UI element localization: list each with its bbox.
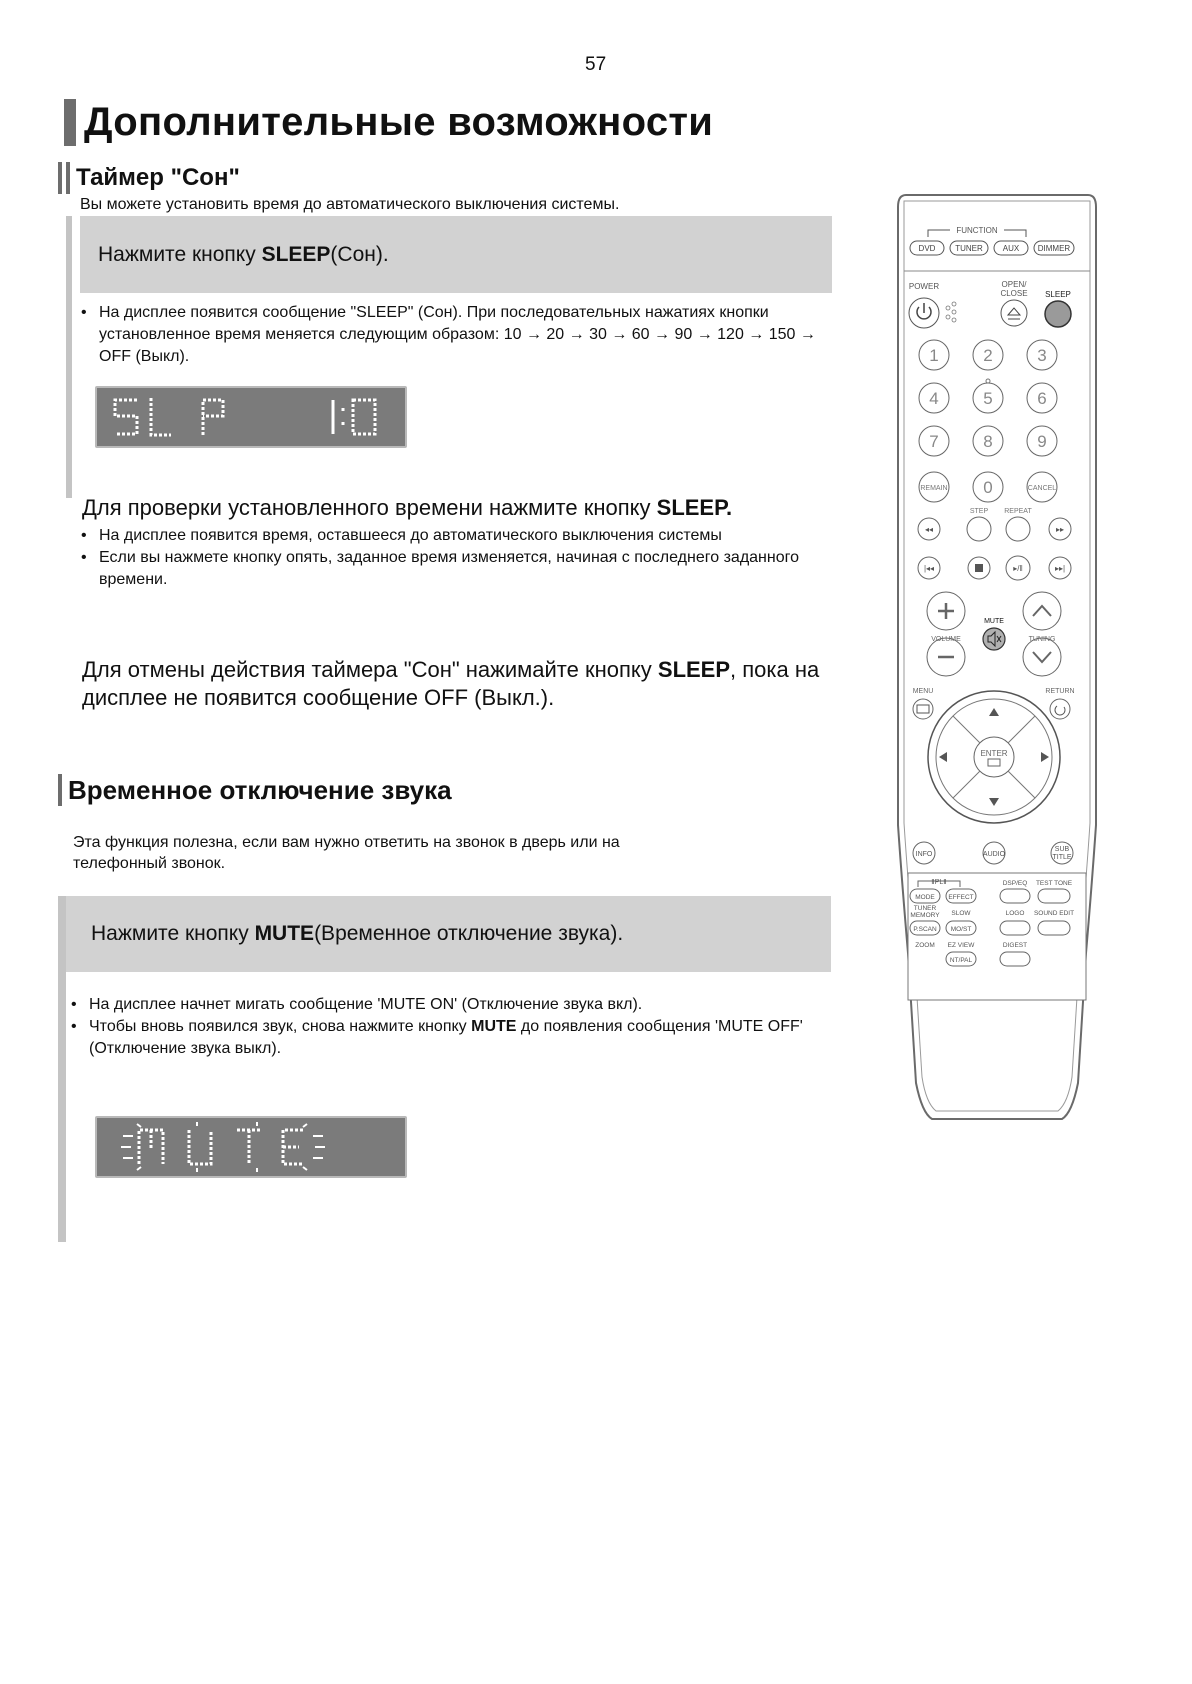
remote-digit-label: 8 xyxy=(983,432,993,451)
sleep-lcd-segments xyxy=(97,388,405,446)
mute-lcd-display xyxy=(95,1116,407,1178)
heading-bars-decoration xyxy=(58,162,70,194)
sleep-check-bullets xyxy=(80,525,820,591)
sleep-check-prefix: Для проверки установленного времени нажмите кнопку xyxy=(82,495,657,520)
remote-logo-button[interactable] xyxy=(1000,921,1030,935)
remote-tuner-memory-label: TUNER xyxy=(913,905,937,912)
remote-tuning-down-button[interactable] xyxy=(1023,638,1061,676)
sleep-instruction-key: SLEEP xyxy=(261,242,331,266)
remote-most-label: MO/ST xyxy=(950,926,972,933)
remote-sleep-button[interactable] xyxy=(1045,301,1071,327)
remote-remain-label: REMAIN xyxy=(920,485,948,492)
rewind-icon: ◂◂ xyxy=(924,525,934,534)
remote-effect-label: EFFECT xyxy=(948,894,974,901)
mute-instruction-key: MUTE xyxy=(254,922,315,945)
remote-open-label: OPEN/ xyxy=(1001,280,1027,289)
remote-sound-edit-button[interactable] xyxy=(1038,921,1070,935)
next-icon: ▸▸| xyxy=(1054,564,1066,573)
sleep-cancel-text xyxy=(82,656,822,712)
remote-repeat-button[interactable] xyxy=(1006,517,1030,541)
remote-sleep-label: SLEEP xyxy=(1045,290,1071,299)
remote-info-label: INFO xyxy=(915,851,933,858)
remote-digit-label: 3 xyxy=(1037,346,1047,365)
remote-audio-label: AUDIO xyxy=(982,851,1006,858)
mute-bullets xyxy=(70,994,830,1060)
remote-dspeq-button[interactable] xyxy=(1000,889,1030,903)
remote-zero-label: 0 xyxy=(983,478,993,497)
mute-instruction-suffix: (Временное отключение звука). xyxy=(314,922,624,945)
remote-digit-label: 6 xyxy=(1037,389,1047,408)
mute-lcd-segments xyxy=(97,1118,405,1176)
remote-digest-label: DIGEST xyxy=(1002,942,1028,949)
remote-digit-label: 9 xyxy=(1037,432,1047,451)
page-title-block xyxy=(64,98,713,146)
remote-dvd-label: DVD xyxy=(918,244,936,253)
mute-side-bar xyxy=(58,896,66,1242)
remote-digit-label: 5 xyxy=(983,389,993,408)
sleep-check-bullet: • На дисплее появится время, оставшееся до автоматического выключения системы xyxy=(80,525,820,547)
sleep-intro: Вы можете установить время до автоматического выключения системы. xyxy=(80,196,620,213)
mute-bullet xyxy=(70,1016,830,1060)
remote-tuner-label: TUNER xyxy=(955,244,983,253)
remote-return-label: RETURN xyxy=(1045,688,1075,695)
remote-digit-label: 4 xyxy=(929,389,939,408)
mute-heading: Временное отключение звука xyxy=(68,774,452,805)
remote-digest-button[interactable] xyxy=(1000,952,1030,966)
sleep-heading: Таймер "Сон" xyxy=(76,164,240,191)
prev-icon: |◂◂ xyxy=(923,564,935,573)
remote-step-label: STEP xyxy=(969,508,989,515)
remote-title-label: TITLE xyxy=(1052,854,1072,861)
play-pause-icon: ▸/‖ xyxy=(1013,564,1023,573)
remote-tuning-up-button[interactable] xyxy=(1023,592,1061,630)
sleep-bullets xyxy=(80,302,820,368)
remote-sub-label: SUB xyxy=(1054,846,1070,853)
remote-power-label: POWER xyxy=(908,282,940,291)
mute-heading-block xyxy=(58,774,452,806)
heading-bars-decoration xyxy=(58,774,62,806)
remote-test-tone-button[interactable] xyxy=(1038,889,1070,903)
stop-icon xyxy=(975,564,983,572)
remote-cancel-label: CANCEL xyxy=(1027,485,1057,492)
remote-dspeq-label: DSP/EQ xyxy=(1002,880,1028,887)
remote-volume-label: VOLUME xyxy=(931,636,961,643)
mute-bullet-key: MUTE xyxy=(471,1018,517,1035)
sleep-cancel-key: SLEEP xyxy=(657,657,731,682)
sleep-instruction-box xyxy=(80,216,832,293)
mute-bullet: • На дисплее начнет мигать сообщение 'MUTE ON' (Отключение звука вкл). xyxy=(70,994,830,1016)
remote-digit-label: 7 xyxy=(929,432,939,451)
sleep-check-bullet: • Если вы нажмете кнопку опять, заданное время изменяется, начиная с последнего заданного времени. xyxy=(80,547,820,591)
remote-test-tone-label: TEST TONE xyxy=(1035,880,1073,887)
remote-pscan-label: P.SCAN xyxy=(913,926,937,933)
remote-function-label: FUNCTION xyxy=(956,226,998,235)
forward-icon: ▸▸ xyxy=(1055,525,1065,534)
sleep-check-key: SLEEP. xyxy=(656,495,733,520)
remote-aux-label: AUX xyxy=(1002,244,1020,253)
remote-enter-label: ENTER xyxy=(980,749,1008,758)
sleep-check-text xyxy=(82,494,732,522)
remote-repeat-label: REPEAT xyxy=(1004,508,1032,515)
remote-mute-button[interactable] xyxy=(983,628,1005,650)
sleep-cancel-prefix: Для отмены действия таймера "Сон" нажимайте кнопку xyxy=(82,657,658,682)
remote-mode-label: MODE xyxy=(915,894,935,901)
page-number: 57 xyxy=(585,54,607,75)
remote-digit-label: 2 xyxy=(983,346,993,365)
remote-sound-edit-label: SOUND EDIT xyxy=(1033,910,1075,917)
mute-bullet-prefix: Чтобы вновь появился звук, снова нажмите кнопку xyxy=(89,1018,472,1035)
sleep-lcd-display xyxy=(95,386,407,448)
remote-tuner-memory-label: MEMORY xyxy=(910,912,940,919)
remote-tuning-label: TUNING xyxy=(1028,636,1056,643)
sleep-side-bar xyxy=(66,216,72,498)
remote-step-button[interactable] xyxy=(967,517,991,541)
remote-menu-button[interactable] xyxy=(913,699,933,719)
remote-ezview-label: EZ VIEW xyxy=(947,942,975,949)
remote-menu-label: MENU xyxy=(912,688,934,695)
sleep-cancel-suffix: , пока на дисплее не появится сообщение OFF (Выкл.). xyxy=(82,657,820,710)
mute-instruction-box xyxy=(66,896,831,972)
mute-instruction-prefix: Нажмите кнопку xyxy=(91,922,249,945)
title-bar-decoration xyxy=(64,99,76,146)
remote-dimmer-label: DIMMER xyxy=(1037,244,1071,253)
remote-close-label: CLOSE xyxy=(1000,289,1028,298)
remote-ntpal-label: NT/PAL xyxy=(949,957,973,964)
sleep-instruction-suffix: (Сон). xyxy=(330,242,389,266)
remote-open-close-button[interactable] xyxy=(1001,300,1027,326)
page-title: Дополнительные возможности xyxy=(84,99,714,144)
remote-pl2-label: ⅡPLⅡ xyxy=(931,879,947,886)
mute-intro: Эта функция полезна, если вам нужно ответить на звонок в дверь или на телефонный звонок. xyxy=(73,834,620,872)
sleep-instruction-prefix: Нажмите кнопку xyxy=(98,242,256,266)
remote-digit-label: 1 xyxy=(929,346,939,365)
remote-return-button[interactable] xyxy=(1050,699,1070,719)
remote-zoom-label: ZOOM xyxy=(915,942,935,949)
remote-mute-label: MUTE xyxy=(984,618,1004,625)
remote-control-illustration xyxy=(896,193,1098,1121)
remote-slow-label: SLOW xyxy=(951,910,971,917)
mute-bullet-suffix: до появления сообщения 'MUTE OFF' (Отключение звука выкл). xyxy=(89,1018,803,1057)
sleep-bullet: • На дисплее появится сообщение "SLEEP" (Сон). При последовательных нажатиях кнопки установленное время меняется следующим образом: 10 → 20 → 30 → 60 → 90 → 120 → 150 → OFF (Выкл). xyxy=(80,302,820,368)
remote-logo-label: LOGO xyxy=(1005,910,1025,917)
sleep-heading-block xyxy=(58,162,240,194)
